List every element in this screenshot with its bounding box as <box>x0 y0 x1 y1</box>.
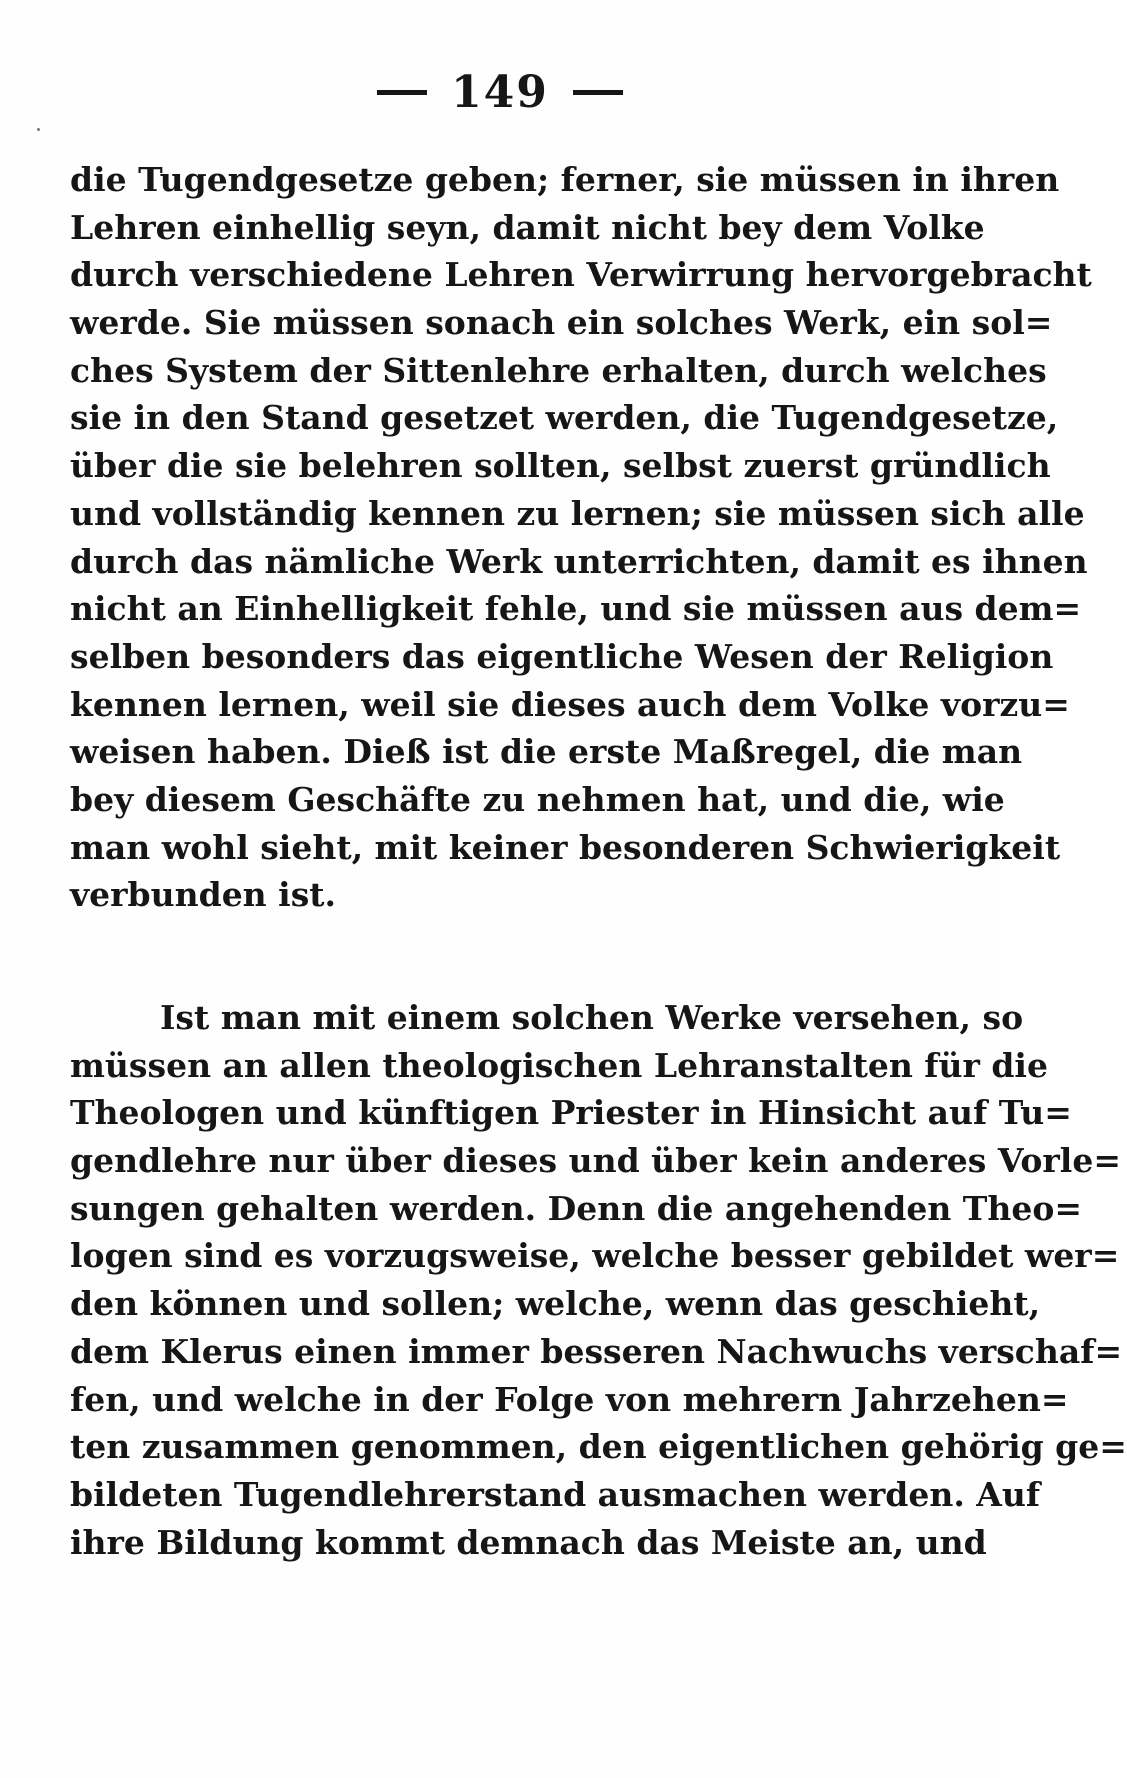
text-line: ten zusammen genommen, den eigentlichen gehörig ge= <box>70 1427 1127 1467</box>
text-line: werde. Sie müssen sonach ein solches Werk, ein sol= <box>70 303 1053 343</box>
text-line: ches System der Sittenlehre erhalten, durch welches <box>70 350 1047 390</box>
text-line: gendlehre nur über dieses und über kein anderes Vorle= <box>70 1141 1121 1181</box>
header-dash-right <box>573 90 623 95</box>
text-line: durch verschiedene Lehren Verwirrung hervorgebracht <box>70 255 1092 295</box>
text-line: nicht an Einhelligkeit fehle, und sie müssen aus dem= <box>70 589 1082 629</box>
text-line: und vollständig kennen zu lernen; sie müssen sich alle <box>70 493 1085 533</box>
header-dash-left <box>377 90 427 95</box>
page-header <box>0 64 1000 118</box>
text-line: Lehren einhellig seyn, damit nicht bey dem Volke <box>70 207 985 247</box>
text-line: selben besonders das eigentliche Wesen der Religion <box>70 636 1054 676</box>
text-line: bildeten Tugendlehrerstand ausmachen werden. Auf <box>70 1474 1041 1514</box>
text-line: kennen lernen, weil sie dieses auch dem Volke vorzu= <box>70 684 1070 724</box>
text-line: ihre Bildung kommt demnach das Meiste an, und <box>70 1522 987 1562</box>
text-line: die Tugendgesetze geben; ferner, sie müssen in ihren <box>70 160 1060 199</box>
text-line: über die sie belehren sollten, selbst zuerst gründlich <box>70 446 1051 486</box>
text-line: dem Klerus einen immer besseren Nachwuchs verschaf= <box>70 1331 1123 1371</box>
paper-speck <box>37 128 40 131</box>
text-line: weisen haben. Dieß ist die erste Maßregel, die man <box>70 732 1023 772</box>
text-line: logen sind es vorzugsweise, welche besser gebildet wer= <box>70 1236 1120 1276</box>
text-line: müssen an allen theologischen Lehranstalten für die <box>70 1045 1048 1085</box>
text-line: sie in den Stand gesetzet werden, die Tugendgesetze, <box>70 398 1059 438</box>
text-line: verbunden ist. <box>70 875 337 915</box>
text-line: man wohl sieht, mit keiner besonderen Schwierigkeit <box>70 827 1061 867</box>
text-line: durch das nämliche Werk unterrichten, damit es ihnen <box>70 541 1088 581</box>
text-line: den können und sollen; welche, wenn das geschieht, <box>70 1284 1041 1324</box>
paragraph-1 <box>70 156 1092 919</box>
text-line: fen, und welche in der Folge von mehrern Jahrzehen= <box>70 1379 1069 1419</box>
paragraph-2 <box>70 994 1127 1566</box>
text-line: sungen gehalten werden. Denn die angehenden Theo= <box>70 1188 1083 1228</box>
text-line: Theologen und künftigen Priester in Hinsicht auf Tu= <box>70 1093 1072 1133</box>
text-line: bey diesem Geschäfte zu nehmen hat, und die, wie <box>70 779 1005 819</box>
page-number: 149 <box>451 67 549 118</box>
text-line: Ist man mit einem solchen Werke versehen, so <box>160 998 1024 1037</box>
